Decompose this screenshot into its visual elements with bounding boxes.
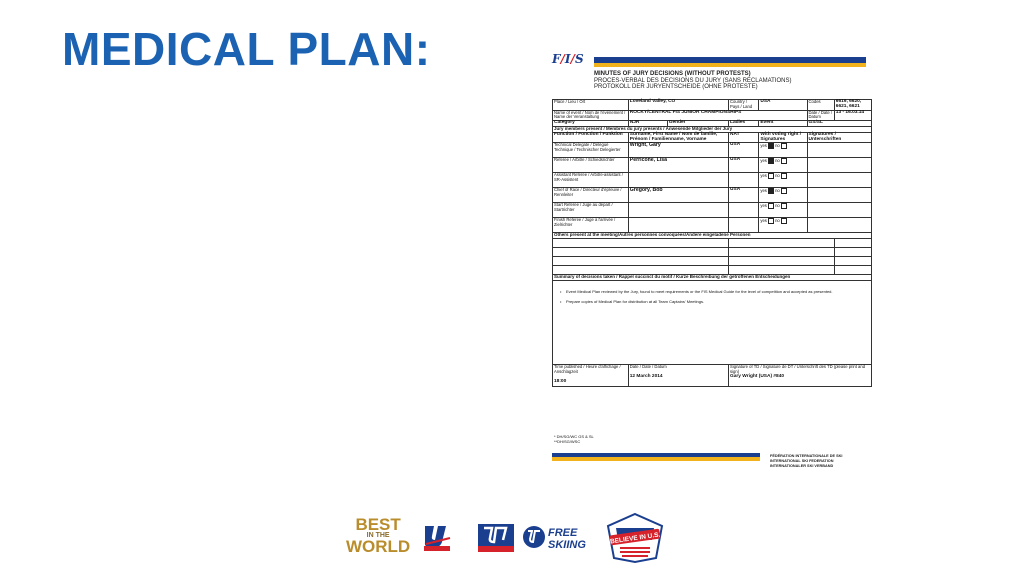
footnotes (554, 434, 594, 444)
others-cell (553, 257, 729, 266)
jury-minutes-document (548, 44, 876, 476)
decision-item: • Prepare copies of Medical Plan for distribution at all Team Captains' Meetings. (554, 299, 870, 305)
decision-item: • Event Medical Plan reviewed by the Jury, found to meet requirements or the FIS Medical Guide for the level of competition and accepted as presented. (554, 289, 870, 295)
date2-value: 12 March 2014 (629, 373, 663, 379)
country-value: USA (759, 100, 807, 111)
bottom-color-band-yellow (552, 457, 760, 461)
no-checkbox[interactable] (781, 173, 787, 179)
col-voting: With voting right / Signatures (759, 132, 807, 143)
jury-row (553, 188, 872, 203)
yes-checkbox[interactable] (768, 203, 774, 209)
place-value: Loveland Valley, CO (628, 100, 728, 111)
yes-label: yes (760, 158, 767, 164)
top-color-band-yellow (594, 63, 866, 67)
jury-name: Gregory, Bob (628, 188, 728, 203)
others-cell (834, 257, 871, 266)
voting-right (759, 143, 807, 158)
col-sign: Signatures / Unterschriften (807, 132, 871, 143)
event-col-value: GS/SL (807, 121, 871, 127)
no-checkbox[interactable] (781, 203, 787, 209)
best-line: IN THE (366, 532, 390, 539)
no-checkbox[interactable] (781, 143, 787, 149)
believe-in-us-badge (604, 512, 666, 564)
jury-row (553, 158, 872, 173)
page-title: MEDICAL PLAN: (62, 23, 431, 75)
signature-cell (807, 218, 871, 233)
country-label: Country / Pays / Land (729, 100, 759, 111)
us-ski-team-logo (422, 522, 452, 552)
codes-label: Codes (807, 100, 834, 111)
gender-value: Ladies (729, 121, 759, 127)
jury-nat: USA (729, 158, 759, 173)
yes-label: yes (760, 188, 767, 194)
yes-label: yes (760, 173, 767, 179)
sig-value: Gary Wright (USA) #840 (730, 373, 785, 379)
jury-name: Wright, Gary (628, 143, 728, 158)
date-label: Date / Date / Datum (807, 110, 834, 121)
federation-line: INTERNATIONALER SKI VERBAND (770, 464, 834, 468)
federation-name (770, 454, 842, 469)
others-present-label: Others present at the meeting/Autres personnes convoquées/Andere eingeladene Personen (553, 233, 872, 239)
col-function: Function / Fonction / Funktion (553, 132, 629, 143)
event-value: ROCKY/CENTRAL FIS JUNIOR CHAMPIONSHIPS (628, 110, 807, 121)
jury-name (628, 218, 728, 233)
time-cell (553, 364, 629, 386)
others-cell (553, 239, 729, 248)
voting-right (759, 158, 807, 173)
yes-checkbox[interactable] (768, 158, 774, 164)
best-in-the-world-logo (346, 515, 411, 556)
voting-right (759, 218, 807, 233)
svg-text:FREE: FREE (548, 527, 578, 539)
yes-label: yes (760, 203, 767, 209)
svg-text:BELIEVE IN U.S.: BELIEVE IN U.S. (609, 531, 661, 546)
voting-right (759, 203, 807, 218)
jury-function: Technical Delegate / Délégué Technique / Technischer Delegierter (553, 143, 629, 158)
yes-checkbox[interactable] (768, 173, 774, 179)
others-cell (729, 239, 835, 248)
federation-line: FÉDÉRATION INTERNATIONALE DE SKI (770, 454, 843, 458)
yes-label: yes (760, 143, 767, 149)
place-label: Place / Lieu / Ort (553, 100, 629, 111)
codes-value: 6619, 6620, 6621, 6621 (834, 100, 871, 111)
jury-nat (729, 218, 759, 233)
yes-checkbox[interactable] (768, 143, 774, 149)
no-label: no (775, 173, 780, 179)
yes-label: yes (760, 218, 767, 224)
us-free-skiing-logo (522, 522, 600, 552)
best-line: WORLD (346, 537, 411, 556)
heading-en: MINUTES OF JURY DECISIONS (WITHOUT PROTESTS) (594, 71, 751, 77)
date2-label: Date / Date / Datum (629, 363, 667, 369)
no-label: no (775, 218, 780, 224)
time-value: 18:00 (554, 378, 567, 384)
no-checkbox[interactable] (781, 188, 787, 194)
yes-checkbox[interactable] (768, 218, 774, 224)
fis-logo: F/I/S (552, 52, 584, 66)
jury-present-label: Jury members present / Membres du jury présents / Anwesende Mitglieder der Jury (553, 126, 872, 132)
best-line: BEST (355, 515, 401, 534)
signature-cell (807, 173, 871, 188)
no-label: no (775, 158, 780, 164)
gender-label: Gender (667, 121, 728, 127)
date2-cell (628, 364, 728, 386)
jury-nat (729, 203, 759, 218)
decisions-cell (553, 280, 872, 364)
voting-right (759, 188, 807, 203)
no-checkbox[interactable] (781, 158, 787, 164)
others-cell (729, 248, 835, 257)
others-cell (834, 248, 871, 257)
no-checkbox[interactable] (781, 218, 787, 224)
others-cell (553, 248, 729, 257)
event-label: Name of event / Nom de l'événement / Name der Veranstaltung (553, 110, 629, 121)
summary-label: Summary of decisions taken / Rappel succinct du motif / Kurze Beschreibung der getroffenen Entscheidungen (553, 275, 872, 281)
others-cell (834, 266, 871, 275)
jury-name (628, 203, 728, 218)
others-cell (729, 257, 835, 266)
category-value: NJR (628, 121, 667, 127)
jury-name (628, 173, 728, 188)
col-name: Surname, First Name / Nom de famille, Prénom / Familienname, Vorname (628, 132, 728, 143)
others-cell (834, 239, 871, 248)
jury-form (552, 99, 872, 387)
voting-right (759, 173, 807, 188)
signature-cell (807, 158, 871, 173)
jury-function: Start Referee / Juge au départ / Startrichter (553, 203, 629, 218)
signature-cell (807, 143, 871, 158)
yes-checkbox[interactable] (768, 188, 774, 194)
jury-nat (729, 173, 759, 188)
jury-name: Perricone, Lisa (628, 158, 728, 173)
jury-nat: USA (729, 143, 759, 158)
federation-line: INTERNATIONAL SKI FEDERATION (770, 459, 834, 463)
signature-cell (807, 188, 871, 203)
date-value: 13 - 16.03.14 (834, 110, 871, 121)
col-nat: NAT (729, 132, 759, 143)
jury-function: Chief of Race / Directeur d'épreuve / Rennleiter (553, 188, 629, 203)
jury-row (553, 143, 872, 158)
signature-cell (807, 203, 871, 218)
event-col-label: Event (759, 121, 807, 127)
time-label: Time published / Heure d'affichage / Anschlagzeit (554, 363, 621, 374)
document-heading (594, 71, 791, 91)
jury-row (553, 173, 872, 188)
us-snowboarding-logo (478, 522, 514, 552)
jury-function: Referee / Arbitre / Schiedsrichter (553, 158, 629, 173)
footnote: * DH/SG/WC GS & SL (554, 434, 594, 439)
jury-function: Finish Referee / Juge à l'arrivée / Zielrichter (553, 218, 629, 233)
no-label: no (775, 188, 780, 194)
jury-row (553, 203, 872, 218)
jury-row (553, 218, 872, 233)
sponsor-logos (340, 512, 680, 564)
heading-de: PROTOKOLL DER JURYENTSCHEIDE (OHNE PROTESTE) (594, 84, 758, 90)
category-label: Category (553, 121, 629, 127)
sig-label: Signature of TD / Signature de DT / Unterschrift des TD (please print and sign) (730, 363, 866, 374)
heading-fr: PROCES-VERBAL DES DECISIONS DU JURY (SANS RECLAMATIONS) (594, 77, 792, 84)
no-label: no (775, 203, 780, 209)
signature-td-cell (729, 364, 872, 386)
no-label: no (775, 143, 780, 149)
footnote: **DH/SG/WSC (554, 439, 581, 444)
svg-text:SKIING: SKIING (548, 539, 586, 551)
jury-function: Assistant Referee / Arbitre-assistant / SR-Assistent (553, 173, 629, 188)
jury-nat: USA (729, 188, 759, 203)
